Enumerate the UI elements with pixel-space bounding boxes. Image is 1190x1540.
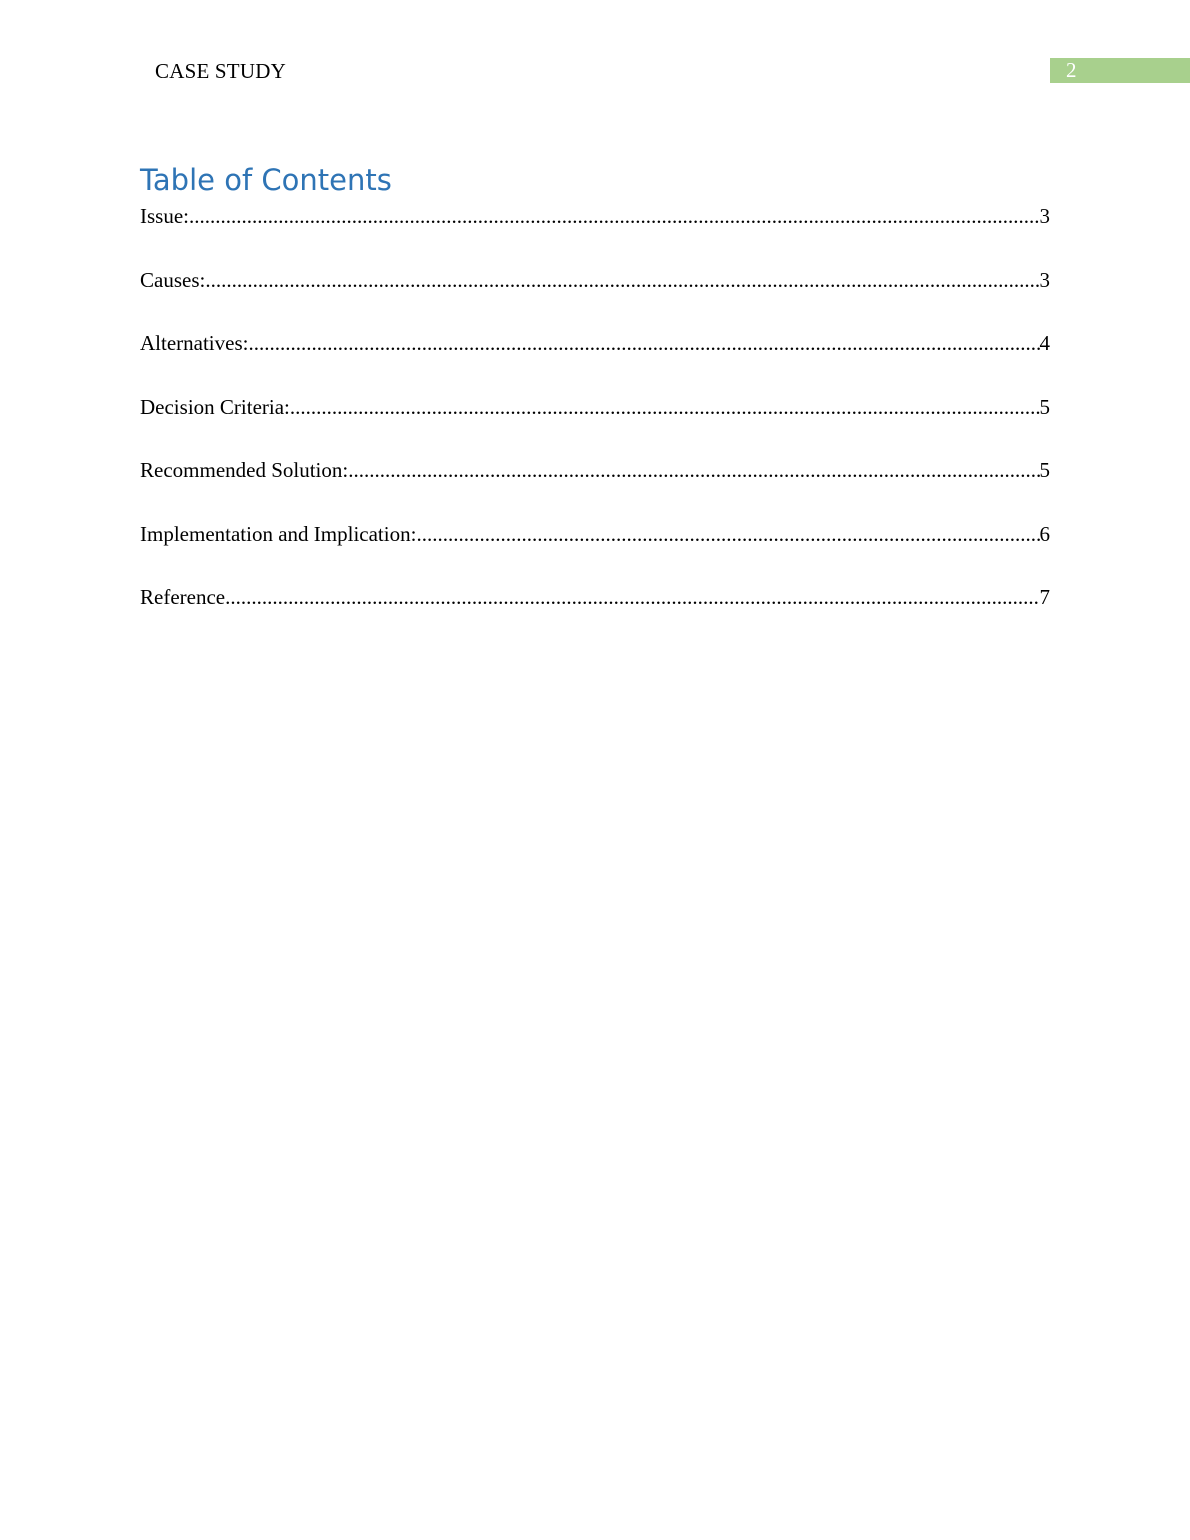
toc-entry-page: 4 xyxy=(1039,331,1050,355)
toc-entry-implementation[interactable] xyxy=(140,519,1050,583)
toc-entry-page: 6 xyxy=(1039,521,1050,546)
page-number-badge xyxy=(1050,58,1190,83)
toc-entry-decision-criteria[interactable] xyxy=(140,392,1050,456)
dot-leader xyxy=(348,455,1039,485)
toc-list xyxy=(140,201,1050,646)
dot-leader xyxy=(189,201,1040,231)
toc-entry-label: Reference xyxy=(140,585,226,609)
toc-entry-label: Implementation and Implication: xyxy=(140,521,417,546)
toc-entry-reference[interactable] xyxy=(140,582,1050,646)
toc-entry-page: 5 xyxy=(1039,394,1050,419)
dot-leader xyxy=(205,265,1039,295)
toc-entry-label: Alternatives: xyxy=(140,331,249,355)
toc-entry-label: Issue: xyxy=(140,204,189,228)
toc-entry-alternatives[interactable] xyxy=(140,328,1050,392)
toc-entry-page: 5 xyxy=(1039,458,1050,482)
page-number: 2 xyxy=(1066,58,1077,82)
toc-entry-page: 3 xyxy=(1039,267,1050,292)
toc-entry-issue[interactable] xyxy=(140,201,1050,265)
dot-leader xyxy=(248,328,1039,358)
toc-entry-page: 3 xyxy=(1039,204,1050,228)
dot-leader xyxy=(225,582,1039,612)
toc-entry-label: Recommended Solution: xyxy=(140,458,349,482)
toc-entry-page: 7 xyxy=(1039,585,1050,609)
toc-heading: Table of Contents xyxy=(140,163,392,197)
toc-entry-recommended-solution[interactable] xyxy=(140,455,1050,519)
toc-entry-label: Decision Criteria: xyxy=(140,394,290,419)
dot-leader xyxy=(416,519,1039,549)
toc-entry-causes[interactable] xyxy=(140,265,1050,329)
toc-entry-label: Causes: xyxy=(140,267,206,292)
running-header: CASE STUDY xyxy=(155,59,286,83)
dot-leader xyxy=(290,392,1040,422)
